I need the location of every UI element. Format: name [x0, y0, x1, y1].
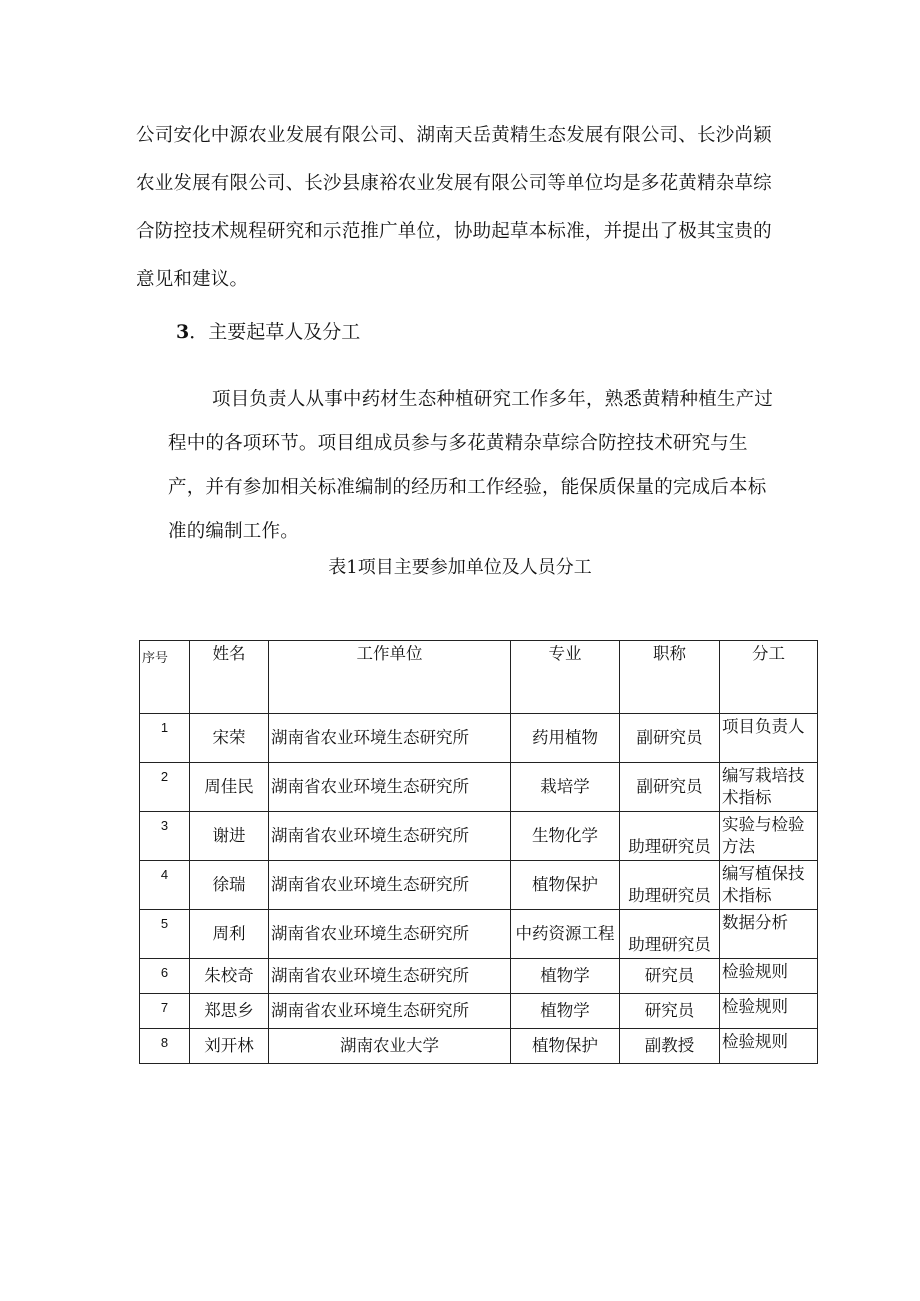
text-line: 程中的各项环节。项目组成员参与多花黄精杂草综合防控技术研究与生: [168, 433, 748, 454]
cell-title: 副研究员: [620, 714, 720, 763]
paragraph-participating-units: [136, 112, 826, 304]
cell-title: 助理研究员: [620, 861, 720, 910]
cell-title: 研究员: [620, 959, 720, 994]
cell-index: 5: [140, 910, 190, 959]
cell-duty: 检验规则: [720, 994, 818, 1029]
text-line: 农业发展有限公司、长沙县康裕农业发展有限公司等单位均是多花黄精杂草综: [136, 173, 772, 194]
cell-name: 谢进: [190, 812, 269, 861]
cell-unit: 湖南省农业环境生态研究所: [269, 994, 511, 1029]
cell-unit: 湖南省农业环境生态研究所: [269, 714, 511, 763]
cell-name: 朱校奇: [190, 959, 269, 994]
text-line: 公司安化中源农业发展有限公司、湖南天岳黄精生态发展有限公司、长沙尚颖: [136, 125, 772, 146]
cell-unit: 湖南省农业环境生态研究所: [269, 910, 511, 959]
cell-name: 刘开林: [190, 1029, 269, 1064]
cell-name: 郑思乡: [190, 994, 269, 1029]
cell-index: 3: [140, 812, 190, 861]
text-line: 意见和建议。: [136, 269, 249, 290]
cell-major: 植物保护: [511, 861, 620, 910]
cell-major: 植物保护: [511, 1029, 620, 1064]
cell-duty: 编写植保技术指标: [720, 861, 818, 910]
text-line: 项目负责人从事中药材生态种植研究工作多年，熟悉黄精种植生产过: [212, 389, 774, 410]
text-line: 准的编制工作。: [168, 521, 299, 542]
cell-index: 7: [140, 994, 190, 1029]
cell-unit: 湖南省农业环境生态研究所: [269, 959, 511, 994]
header-cell-unit: 工作单位: [269, 641, 511, 714]
section-number: 3: [176, 321, 190, 343]
cell-name: 徐瑞: [190, 861, 269, 910]
header-cell-name: 姓名: [190, 641, 269, 714]
section-heading: [176, 312, 360, 352]
table-header-row: [140, 641, 818, 714]
header-cell-title: 职称: [620, 641, 720, 714]
text-line: 产，并有参加相关标准编制的经历和工作经验，能保质保量的完成后本标: [168, 477, 767, 498]
cell-major: 药用植物: [511, 714, 620, 763]
cell-name: 周利: [190, 910, 269, 959]
cell-index: 6: [140, 959, 190, 994]
header-cell-duty: 分工: [720, 641, 818, 714]
paragraph-drafters: [168, 378, 828, 554]
cell-duty: 检验规则: [720, 959, 818, 994]
cell-name: 周佳民: [190, 763, 269, 812]
text-line: 合防控技术规程研究和示范推广单位，协助起草本标准，并提出了极其宝贵的: [136, 221, 772, 242]
cell-major: 植物学: [511, 994, 620, 1029]
table-row: [140, 994, 818, 1029]
header-cell-index: 序号: [140, 641, 190, 714]
section-title: ．主要起草人及分工: [189, 321, 361, 343]
table-row: [140, 1029, 818, 1064]
cell-title: 副教授: [620, 1029, 720, 1064]
header-cell-major: 专业: [511, 641, 620, 714]
cell-index: 4: [140, 861, 190, 910]
table-row: [140, 812, 818, 861]
cell-index: 2: [140, 763, 190, 812]
cell-unit: 湖南省农业环境生态研究所: [269, 861, 511, 910]
cell-major: 中药资源工程: [511, 910, 620, 959]
table-row: [140, 763, 818, 812]
personnel-table: [139, 640, 818, 1064]
cell-title: 助理研究员: [620, 812, 720, 861]
cell-name: 宋荣: [190, 714, 269, 763]
cell-index: 8: [140, 1029, 190, 1064]
cell-major: 植物学: [511, 959, 620, 994]
cell-duty: 数据分析: [720, 910, 818, 959]
cell-unit: 湖南省农业环境生态研究所: [269, 763, 511, 812]
cell-duty: 编写栽培技术指标: [720, 763, 818, 812]
cell-duty: 检验规则: [720, 1029, 818, 1064]
cell-major: 生物化学: [511, 812, 620, 861]
cell-title: 研究员: [620, 994, 720, 1029]
cell-index: 1: [140, 714, 190, 763]
cell-duty: 实验与检验方法: [720, 812, 818, 861]
table-row: [140, 910, 818, 959]
cell-unit: 湖南农业大学: [269, 1029, 511, 1064]
table-caption: 表1项目主要参加单位及人员分工: [328, 557, 592, 578]
table-row: [140, 714, 818, 763]
table-row: [140, 861, 818, 910]
cell-title: 助理研究员: [620, 910, 720, 959]
table-row: [140, 959, 818, 994]
cell-title: 副研究员: [620, 763, 720, 812]
cell-major: 栽培学: [511, 763, 620, 812]
cell-duty: 项目负责人: [720, 714, 818, 763]
cell-unit: 湖南省农业环境生态研究所: [269, 812, 511, 861]
